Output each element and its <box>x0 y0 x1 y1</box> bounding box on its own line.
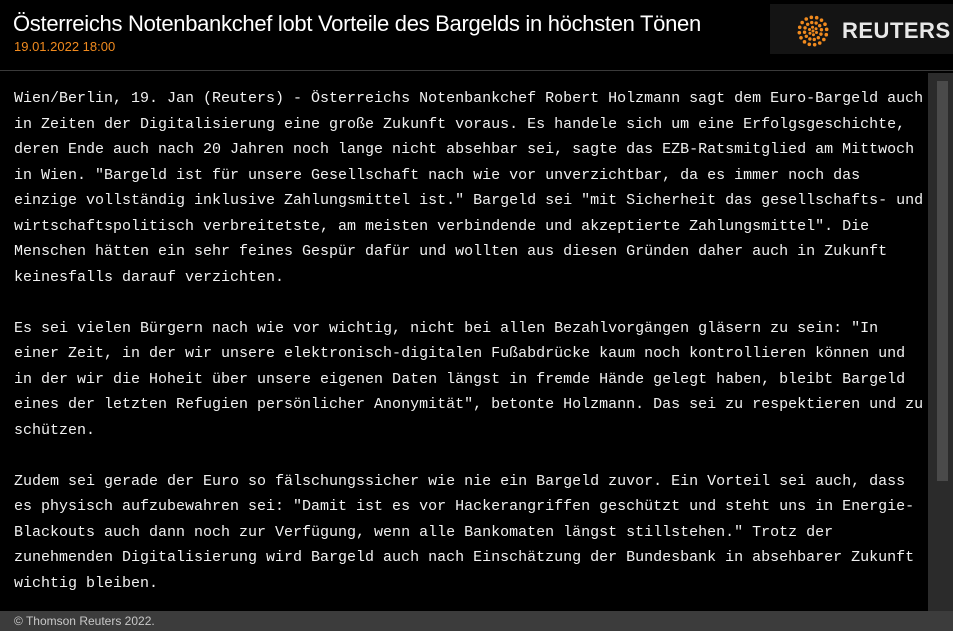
article-paragraph: Es sei vielen Bürgern nach wie vor wichtig, nicht bei allen Bezahlvorgängen gläsern zu sein: "In einer Zeit, in der wir unsere elektronisch-digitalen Fußabdrücke kaum noch kontrollieren können und in der wir die Hoheit über unsere eigenen Daten längst in fremde Hände gelegt haben, bleibt Bargeld eines der letzten Refugien persönlicher Anonymität", betonte Holzmann. Das sei zu respektieren und zu schützen. <box>14 319 924 439</box>
copyright-text: © Thomson Reuters 2022. <box>14 614 155 628</box>
article-body-frame <box>0 70 953 611</box>
footer-bar <box>0 611 953 631</box>
article-header <box>0 0 953 70</box>
reuters-dot-ring-logo-icon <box>794 12 832 50</box>
logo-wordmark: REUTERS <box>842 18 951 43</box>
article-paragraph: Zudem sei gerade der Euro so fälschungssicher wie nie ein Bargeld zuvor. Ein Vorteil sei auch, dass es physisch aufzubewahren sei: "Damit ist es vor Hackerangriffen geschützt und steht uns in Energie-Blackouts auch dann noch zur Verfügung, wenn alle Bankomaten längst stillstehen." Trotz der zunehmenden Digitalisierung wird Bargeld auch nach Einschätzung der Bundesbank in absehbarer Zukunft wichtig bleiben. <box>14 472 915 592</box>
reuters-logo <box>770 4 953 54</box>
scrollbar-thumb[interactable] <box>937 81 948 481</box>
article-timestamp: 19.01.2022 18:00 <box>14 39 116 54</box>
vertical-scrollbar[interactable] <box>928 73 953 611</box>
article-text <box>14 86 929 611</box>
article-paragraph: Wien/Berlin, 19. Jan (Reuters) - Österreichs Notenbankchef Robert Holzmann sagt dem Euro-Bargeld auch in Zeiten der Digitalisierung eine große Zukunft voraus. Es handele sich um eine Erfolgsgeschichte, deren Ende auch nach 20 Jahren noch lange nicht absehbar sei, sagte das EZB-Ratsmitglied am Mittwoch in Wien. "Bargeld ist für unsere Gesellschaft nach wie vor unverzichtbar, da es immer noch das einzige vollständig inklusive Zahlungsmittel ist." Bargeld sei "mit Sicherheit das gesellschafts- und wirtschaftspolitisch verbreitetste, am meisten verbindende und akzeptierte Zahlungsmittel". Die Menschen hätten ein sehr feines Gespür dafür und wollten aus diesen Gründen daher auch in Zukunft keinesfalls darauf verzichten. <box>14 90 924 286</box>
article-headline: Österreichs Notenbankchef lobt Vorteile des Bargelds in höchsten Tönen <box>13 11 701 36</box>
